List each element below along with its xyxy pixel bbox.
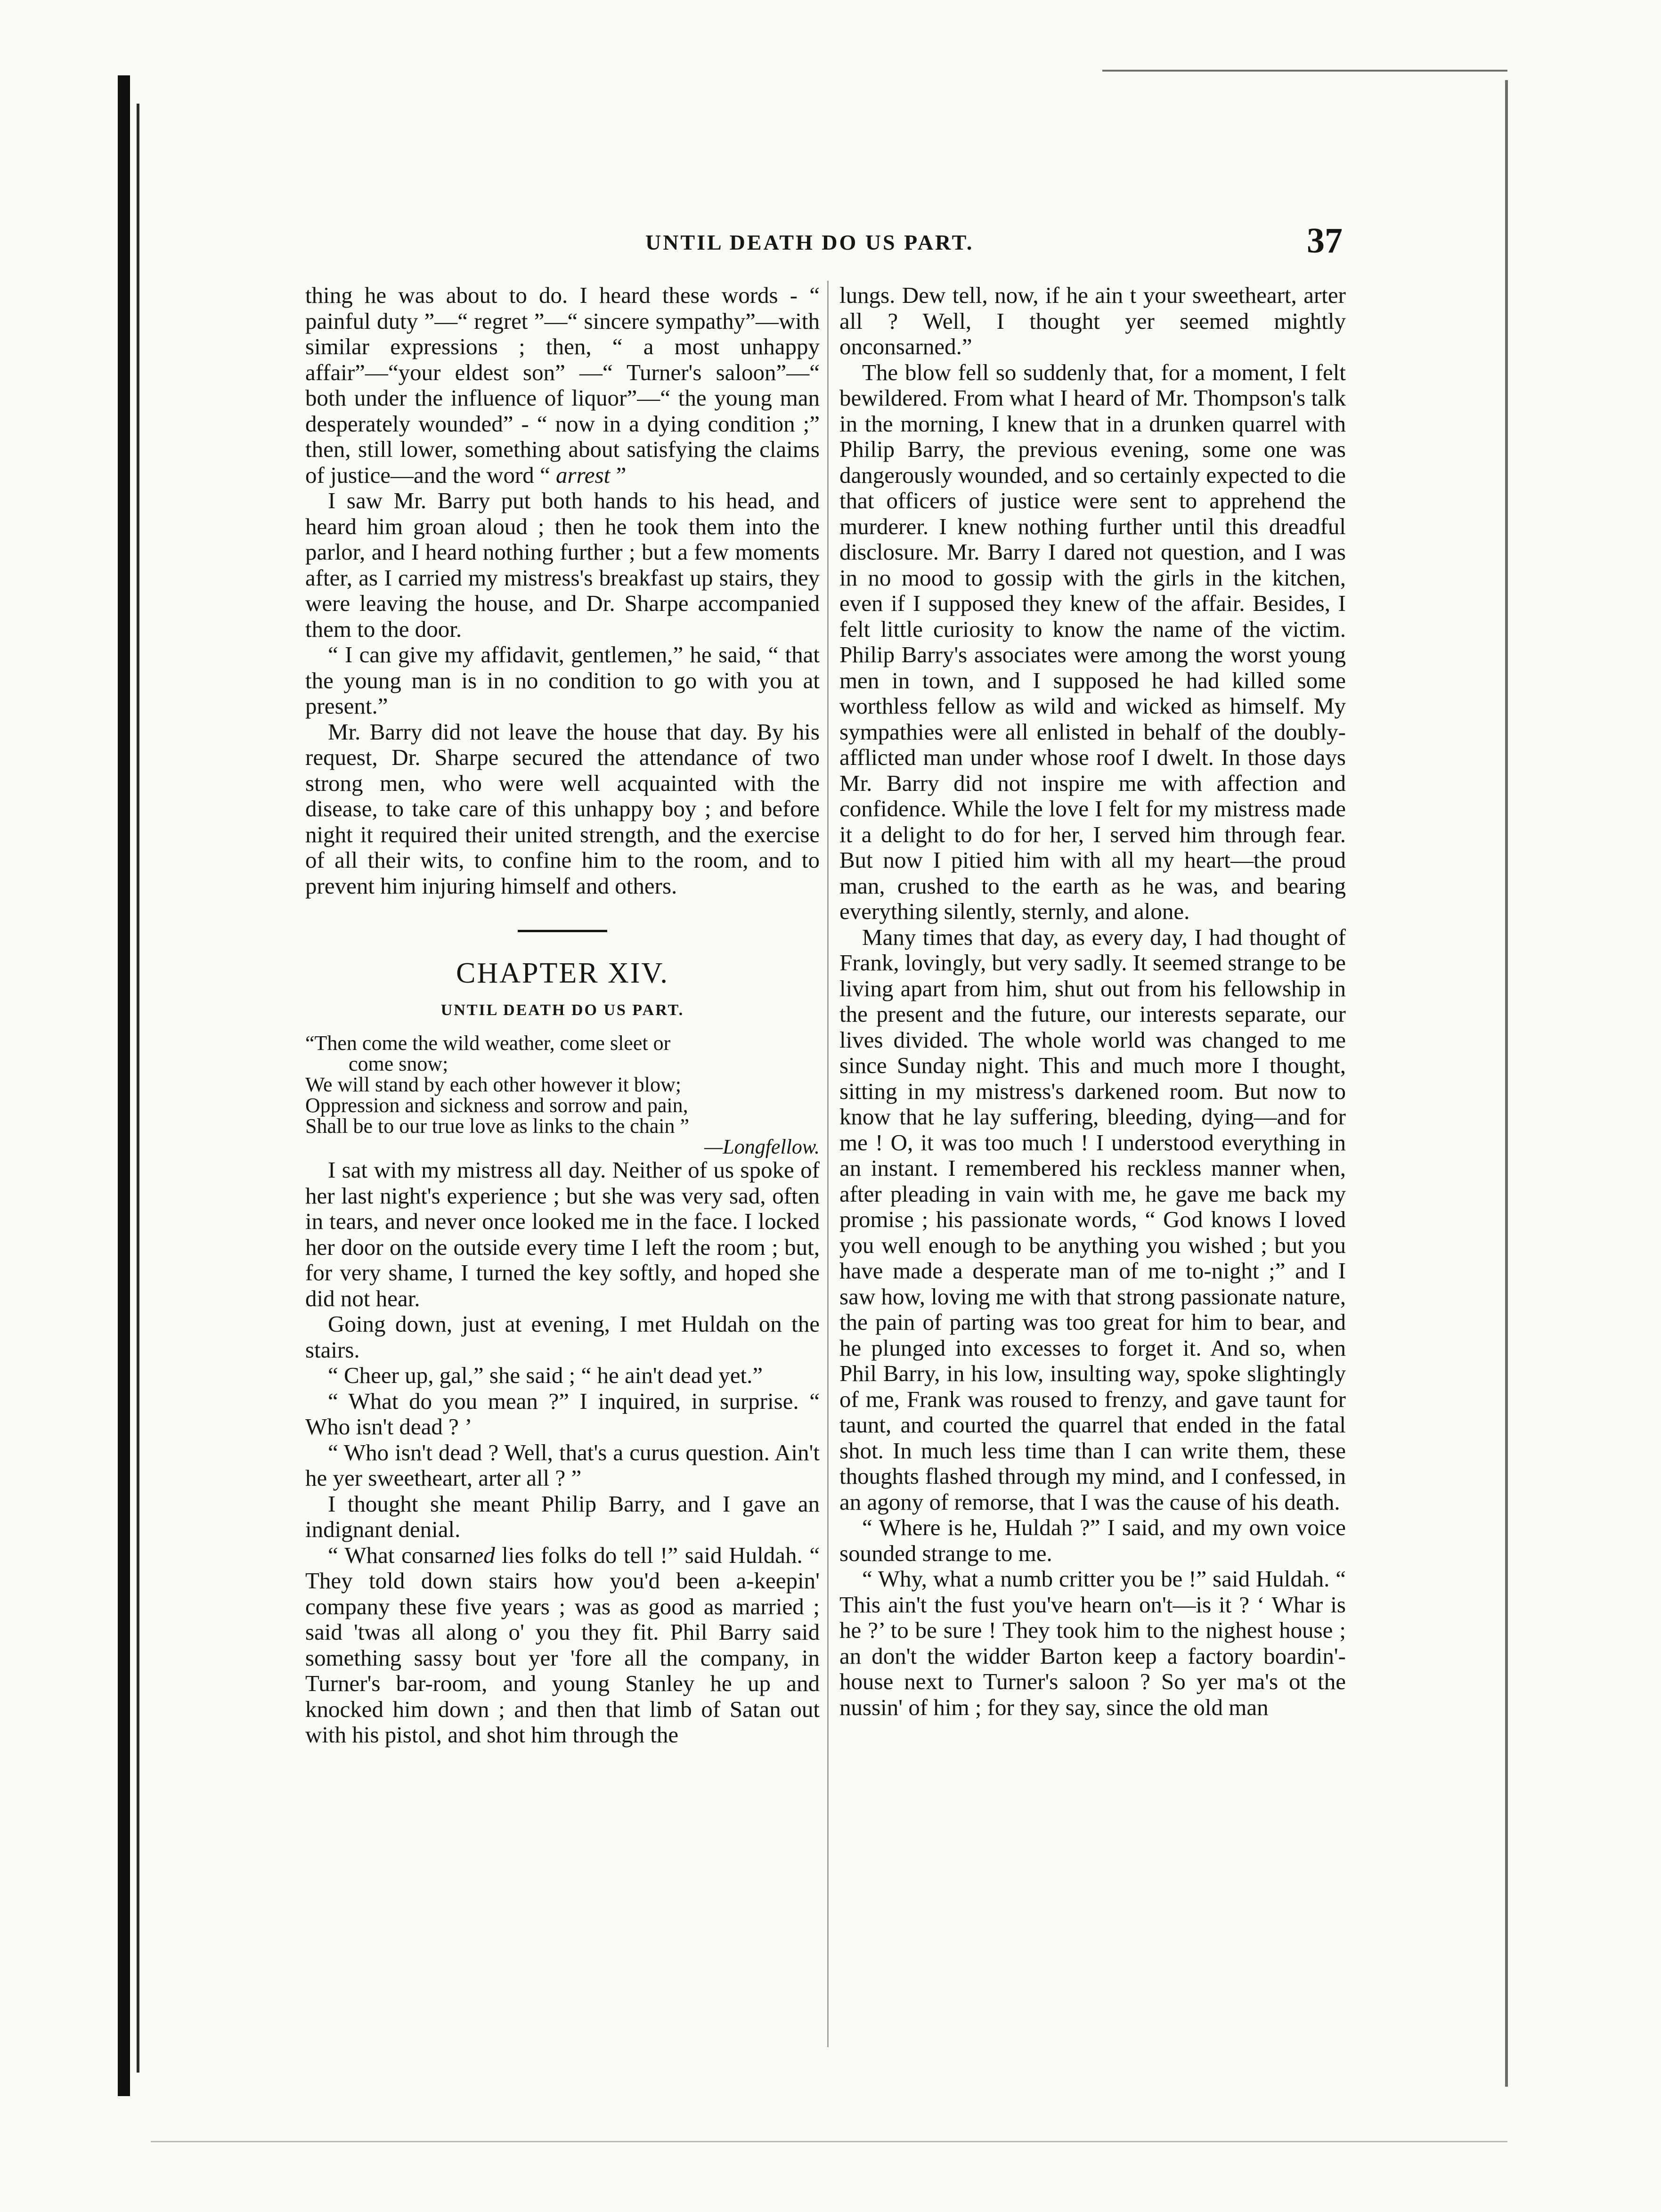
paragraph: “ What do you mean ?” I inquired, in surprise. “ Who isn't dead ? ’ [305, 1388, 820, 1439]
paragraph: “ What consarned lies folks do tell !” said Huldah. “ They told down stairs how you'd been a-keepin' company these five years ; was as good as married ; said 'twas all along o' you they fit. Phil Barry said something sassy bout yer 'fore all the company, in Turner's bar-room, and young Stanley he up and knocked him down ; and then that limb of Satan out with his pistol, and shot him through the [305, 1542, 820, 1748]
paragraph: Going down, just at evening, I met Huldah on the stairs. [305, 1311, 820, 1363]
epigraph-line: We will stand by each other however it blow; [305, 1073, 682, 1096]
paragraph: I saw Mr. Barry put both hands to his head, and heard him groan aloud ; then he took them into the parlor, and I heard nothing further ; but a few moments after, as I carried my mistress's breakfast up stairs, they were leaving the house, and Dr. Sharpe accompanied them to the door. [305, 488, 820, 642]
page-number: 37 [1307, 221, 1343, 260]
page-top-edge [1102, 70, 1507, 72]
emphasis: arrest [556, 462, 611, 488]
paragraph: lungs. Dew tell, now, if he ain t your sweetheart, arter all ? Well, I thought yer seemed mightly onconsarned.” [839, 282, 1346, 359]
paragraph: Mr. Barry did not leave the house that day. By his request, Dr. Sharpe secured the attendance of two strong men, who were well acquainted with the disease, to take care of this unhappy boy ; and before night it required their united strength, and the exercise of all their wits, to confine him to the room, and to prevent him injuring himself and others. [305, 718, 820, 899]
epigraph-attribution: —Longfellow. [704, 1135, 820, 1158]
right-column [839, 283, 1346, 1720]
running-title: UNTIL DEATH DO US PART. [645, 230, 974, 254]
chapter-title: CHAPTER XIV. [456, 957, 669, 989]
paragraph: “ Why, what a numb critter you be !” said Huldah. “ This ain't the fust you've hearn on't—is it ? ‘ Whar is he ?’ to be sure ! They took him to the nighest house ; an don't the widder Barton keep a factory boardin'-house next to Turner's saloon ? So yer ma's ot the nussin' of him ; for they say, since the old man [839, 1566, 1346, 1720]
paragraph: “ Cheer up, gal,” she said ; “ he ain't dead yet.” [328, 1362, 763, 1388]
paragraph: Many times that day, as every day, I had thought of Frank, lovingly, but very sadly. It seemed strange to be living apart from him, shut out from his fellowship in the present and the future, our interests separate, our lives divided. The whole world was changed to me since Sunday night. This and much more I thought, sitting in my mistress's darkened room. But now to know that he lay suffering, bleeding, dying—and for me ! O, it was too much ! I understood everything in an instant. I remembered his reckless manner when, after pleading in vain with me, he gave me back my promise ; his passionate words, “ God knows I loved you well enough to be anything you wished ; but you have made a desperate man of me to-night ;” and I saw how, loving me with that strong passionate nature, the pain of parting was too great for him to bear, and he plunged into excesses to forget it. And so, when Phil Barry, in his low, insulting way, spoke slightingly of me, Frank was roused to frenzy, and gave taunt for taunt, and courted the quarrel that ended in the fatal shot. In much less time than I can write them, these thoughts flashed through my mind, and I confessed, in an agony of remorse, that I was the cause of his death. [839, 924, 1346, 1515]
paragraph: The blow fell so suddenly that, for a moment, I felt bewildered. From what I heard of Mr. Thompson's talk in the morning, I knew that in a drunken quarrel with Philip Barry, the previous evening, some one was dangerously wounded, and so certainly expected to die that officers of justice were sent to apprehend the murderer. I knew nothing further until this dreadful disclosure. Mr. Barry I dared not question, and I was in no mood to gossip with the girls in the kitchen, even if I supposed they knew of the affair. Besides, I felt little curiosity to know the name of the victim. Philip Barry's associates were among the worst young men in town, and I supposed he had killed some worthless fellow as wild and wicked as himself. My sympathies were all enlisted in behalf of the doubly-afflicted man under whose roof I dwelt. In those days Mr. Barry did not inspire me with affection and confidence. While the love I felt for my mistress made it a delight to do for her, I served him through fear. But now I pitied him with all my heart—the proud man, crushed to the earth as he was, and bearing everything silently, sternly, and alone. [839, 359, 1346, 924]
paragraph: “ Where is he, Huldah ?” I said, and my own voice sounded strange to me. [839, 1514, 1346, 1566]
column-divider [827, 281, 829, 2047]
left-column [305, 283, 820, 1748]
epigraph-line: Oppression and sickness and sorrow and pain, [305, 1094, 688, 1117]
emphasis: ed [473, 1542, 495, 1568]
epigraph-line: come snow; [349, 1052, 448, 1075]
page-bottom-edge [151, 2141, 1507, 2142]
page-right-edge [1505, 80, 1508, 2087]
page-binding-edge [118, 75, 130, 2096]
page-header [301, 220, 1343, 258]
section-rule [518, 930, 607, 932]
chapter-subtitle: UNTIL DEATH DO US PART. [440, 1001, 684, 1019]
epigraph-line: “Then come the wild weather, come sleet or [305, 1032, 671, 1055]
paragraph: “ Who isn't dead ? Well, that's a curus question. Ain't he yer sweetheart, arter all ? ” [305, 1439, 820, 1491]
epigraph-line: Shall be to our true love as links to the chain ” [305, 1114, 690, 1138]
paragraph: “ I can give my affidavit, gentlemen,” he said, “ that the young man is in no condition to go with you at present.” [305, 642, 820, 719]
epigraph [305, 1033, 820, 1157]
paragraph: thing he was about to do. I heard these words - “ painful duty ”—“ regret ”—“ sincere sympathy”—with similar expressions ; then, “ a most unhappy affair”—“your eldest son” —“ Turner's saloon”—“ both under the influence of liquor”—“ the young man desperately wounded” - “ now in a dying condition ;” then, still lower, something about satisfying the claims of justice—and the word “ arrest ” [305, 282, 820, 488]
paragraph: I sat with my mistress all day. Neither of us spoke of her last night's experience ; but she was very sad, often in tears, and never once looked me in the face. I locked her door on the outside every time I left the room ; but, for very shame, I turned the key softly, and hoped she did not hear. [305, 1157, 820, 1311]
paragraph: I thought she meant Philip Barry, and I gave an indignant denial. [305, 1490, 820, 1542]
page-binding-shadow [137, 104, 139, 2073]
